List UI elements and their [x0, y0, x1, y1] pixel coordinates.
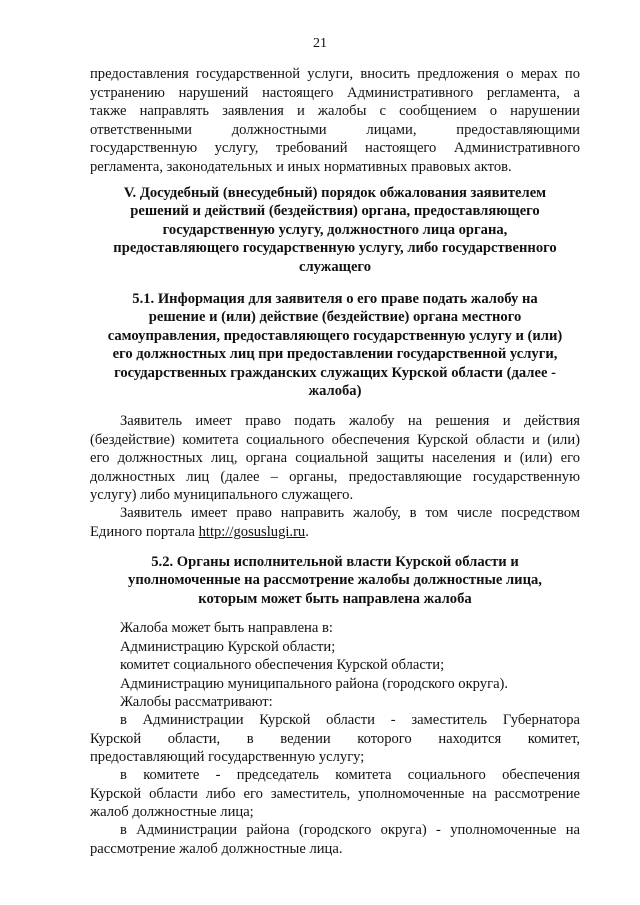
text-fragment: Единого портала — [90, 523, 199, 540]
heading-line: служащего — [298, 258, 371, 275]
text-line: Заявитель имеет право подать жалобу на решения и действия — [120, 413, 580, 429]
text-line: также направлять заявления и жалобы с сообщением о нарушении — [90, 103, 580, 119]
text-line: ответственными должностными лицами, предоставляющими — [90, 121, 580, 138]
text-line: в комитете - председатель комитета социального обеспечения — [120, 767, 580, 783]
text-line: жалоб должностные лица; — [90, 804, 254, 820]
text-line: (бездействие) комитета социального обеспечения Курской области и (или) — [90, 431, 580, 448]
text-line: Курской области, в ведении которого находится комитет, — [90, 730, 580, 747]
gosuslugi-link[interactable]: http://gosuslugi.ru — [198, 523, 306, 540]
section-5-2-paragraph-a — [90, 711, 580, 767]
heading-line: государственную услугу, должностного лица органа, — [162, 221, 508, 238]
text-line: должностных лиц (далее – органы, предоставляющие государственную — [90, 468, 580, 485]
heading-line: решение и (или) действие (бездействие) органа местного — [148, 309, 522, 326]
text-line: Заявитель имеет право направить жалобу, в том числе посредством — [120, 505, 580, 521]
text-line: его должностных лиц, органа социальной защиты населения и (или) его — [90, 450, 580, 466]
text-line: предоставления государственной услуги, вносить предложения о мерах по — [90, 66, 580, 82]
heading-line: 5.1. Информация для заявителя о его праве подать жалобу на — [132, 291, 538, 307]
text-line: услугу) либо муниципального служащего. — [90, 487, 354, 503]
section-5-1-paragraph-2 — [90, 504, 580, 541]
heading-line: самоуправления, предоставляющего государственную услугу и (или) — [107, 327, 563, 344]
text-fragment: . — [305, 523, 309, 540]
section-5-2-list — [90, 619, 580, 712]
text-line: в Администрации Курской области - заместитель Губернатора — [120, 712, 580, 728]
heading-line: 5.2. Органы исполнительной власти Курской области и — [151, 554, 519, 570]
text-line: предоставляющий государственную услугу; — [90, 749, 365, 765]
heading-line: которым может быть направлена жалоба — [198, 590, 472, 607]
heading-line: его должностных лиц при предоставлении государственной услуги, — [112, 346, 558, 363]
list-item: комитет социального обеспечения Курской области; — [120, 657, 445, 673]
heading-line: жалоба) — [308, 383, 362, 400]
text-line: регламента, законодательных и иных нормативных правовых актов. — [90, 158, 512, 175]
text-line: устранению нарушений настоящего Административного регламента, а — [90, 84, 580, 101]
text-line: рассмотрение жалоб должностные лица. — [90, 840, 343, 857]
list-item: Администрацию муниципального района (городского округа). — [120, 675, 509, 692]
list-item: Жалоба может быть направлена в: — [120, 620, 333, 636]
section-5-2-paragraph-c — [90, 821, 580, 858]
heading-line: государственных гражданских служащих Курской области (далее - — [114, 364, 556, 381]
section-5-2-heading — [90, 553, 580, 608]
list-item: Жалобы рассматривают: — [120, 694, 273, 710]
list-item: Администрацию Курской области; — [120, 638, 336, 655]
text-line — [90, 523, 580, 542]
section-5-heading — [90, 184, 580, 276]
heading-line: предоставляющего государственную услугу, либо государственного — [113, 240, 557, 257]
heading-line: решений и действий (бездействия) органа, предоставляющего — [130, 203, 540, 220]
heading-line: уполномоченные на рассмотрение жалобы должностные лица, — [128, 572, 542, 589]
text-line: Курской области либо его заместитель, уполномоченные на рассмотрение — [90, 785, 580, 802]
section-5-1-paragraph-1 — [90, 412, 580, 505]
heading-line: V. Досудебный (внесудебный) порядок обжалования заявителем — [123, 185, 547, 201]
section-5-1-heading — [90, 290, 580, 400]
text-line: государственную услугу, требований настоящего Административного — [90, 140, 580, 156]
page-number: 21 — [313, 36, 327, 51]
section-5-2-paragraph-b — [90, 766, 580, 822]
intro-paragraph — [90, 65, 580, 176]
text-line: в Администрации района (городского округа) - уполномоченные на — [120, 822, 580, 838]
